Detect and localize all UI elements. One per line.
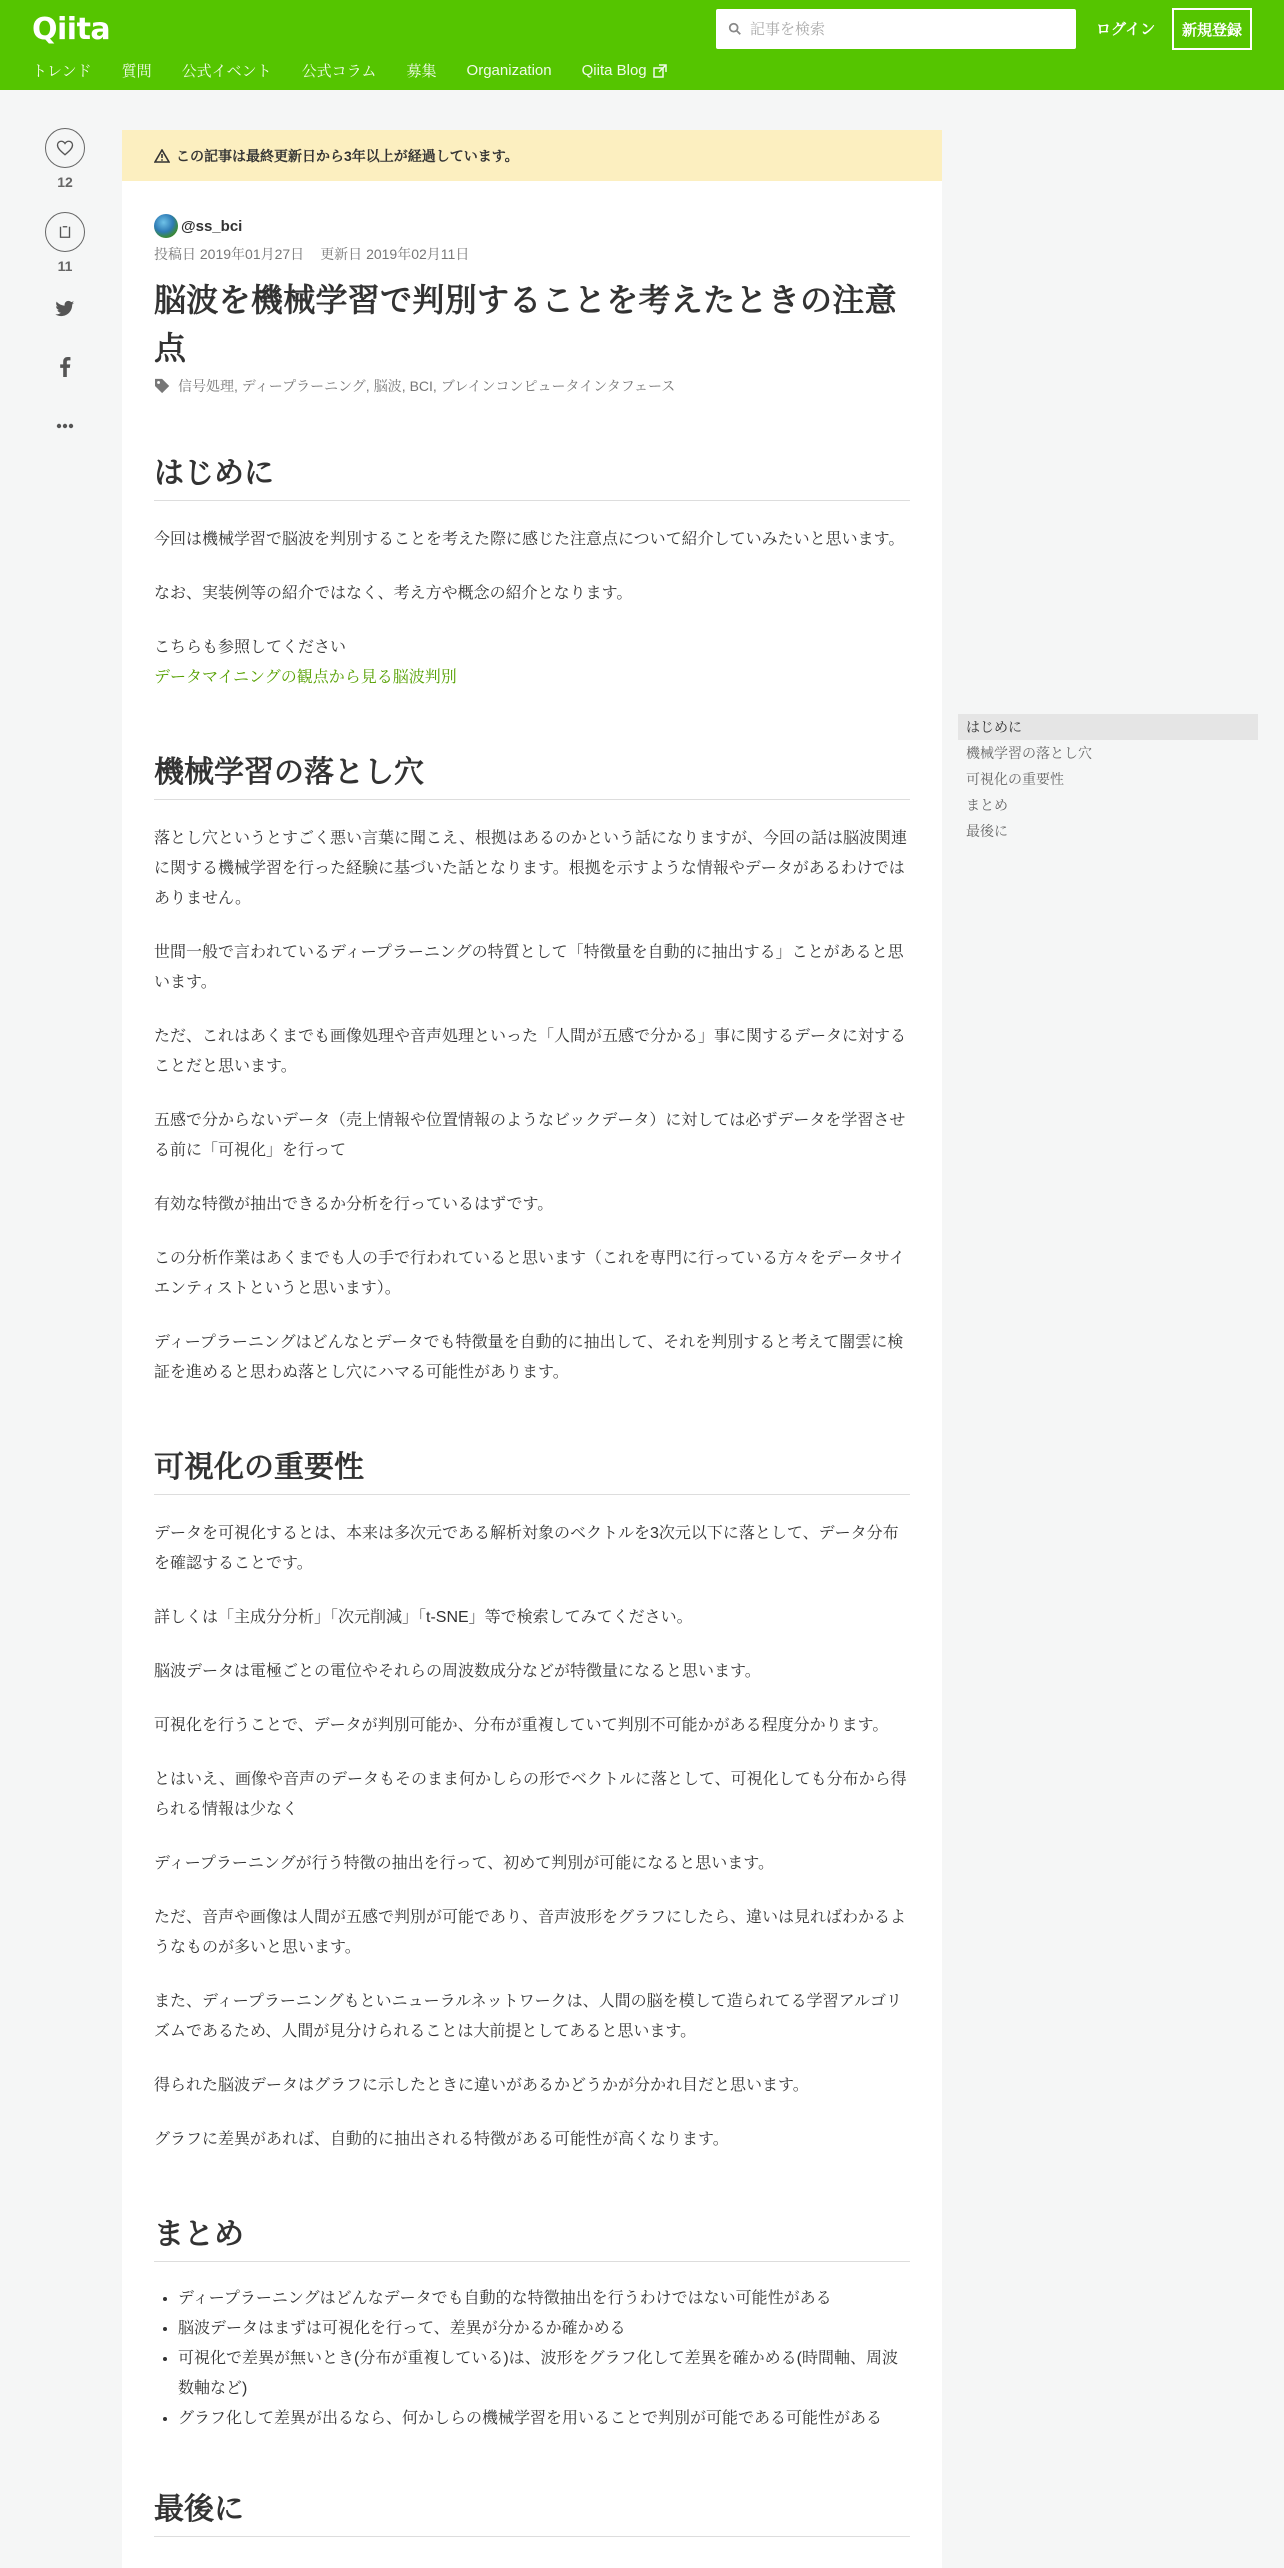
signup-button[interactable]: 新規登録 (1172, 8, 1252, 50)
paragraph-line: ありません。 (154, 890, 251, 907)
paragraph: ディープラーニングが行う特徴の抽出を行って、初めて判別が可能になると思います。 (154, 1855, 775, 1872)
warning-text: この記事は最終更新日から3年以上が経過しています。 (176, 147, 519, 164)
paragraph (154, 1765, 910, 1825)
paragraph: 詳しくは「主成分分析」「次元削減」「t-SNE」等で検索してみてください。 (154, 1609, 693, 1626)
paragraph-line: ただ、これはあくまでも画像処理や音声処理といった「人間が五感で分かる」事に関するデータに対する (154, 1028, 907, 1045)
nav-official-column[interactable]: 公式コラム (301, 63, 377, 80)
tag[interactable]: ディープラーニング (241, 378, 366, 394)
stock-icon (56, 223, 74, 241)
stock-button[interactable] (45, 212, 85, 252)
outdated-warning (122, 130, 942, 181)
paragraph (154, 1987, 910, 2047)
login-link[interactable]: ログイン (1096, 21, 1156, 38)
toc-item-summary[interactable]: まとめ (966, 797, 1008, 813)
list-item: • 脳波データはまずは可視化を行って、差異が分かるか確かめる (178, 2314, 910, 2344)
tag-separator: , (365, 378, 370, 394)
section-heading-pitfall: 機械学習の落とし穴 (154, 753, 910, 800)
search-box[interactable] (716, 9, 1076, 49)
article (122, 130, 942, 2568)
paragraph-line: ズムであるため、人間が見分けられることは大前提としてあると思います。 (154, 2023, 697, 2040)
tag-list (154, 376, 910, 396)
paragraph-line: 証を進めると思わぬ落とし穴にハマる可能性があります。 (154, 1364, 569, 1381)
paragraph: 有効な特徴が抽出できるか分析を行っているはずです。 (154, 1196, 554, 1213)
paragraph-line: を確認することです。 (154, 1555, 313, 1572)
list-item-line: 可視化で差異が無いとき(分布が重複している)は、波形をグラフ化して差異を確かめる(時間軸、周波 (178, 2350, 898, 2367)
tag-icon (154, 378, 172, 394)
nav-question[interactable]: 質問 (121, 63, 152, 80)
tag-separator: , (234, 378, 238, 394)
paragraph (154, 824, 910, 914)
toc-item-intro[interactable]: はじめに (958, 714, 1258, 740)
global-nav (32, 60, 697, 81)
summary-list (178, 2284, 910, 2434)
paragraph (154, 1022, 910, 1082)
toc-item-visualization[interactable]: 可視化の重要性 (966, 771, 1064, 787)
author-info (154, 214, 910, 238)
paragraph-line: うなものが多いと思います。 (154, 1939, 361, 1956)
toc-item-last[interactable]: 最後に (966, 823, 1008, 839)
post-dates (154, 244, 910, 264)
paragraph: 得られた脳波データはグラフに示したときに違いがあるかどうかが分かれ目だと思います。 (154, 2077, 809, 2094)
avatar[interactable] (154, 214, 178, 238)
paragraph: なお、実装例等の紹介ではなく、考え方や概念の紹介となります。 (154, 585, 633, 602)
paragraph (154, 1903, 910, 1963)
paragraph-line: ディープラーニングはどんなとデータでも特徴量を自動的に抽出して、それを判別すると考えて闇雲に検 (154, 1334, 904, 1351)
paragraph (154, 1106, 910, 1166)
paragraph (154, 1519, 910, 1579)
search-input[interactable] (750, 21, 1050, 38)
posted-date: 投稿日 2019年01月27日 (154, 246, 305, 262)
paragraph-line: ことだと思います。 (154, 1058, 297, 1075)
paragraph-line: られる情報は少なく (154, 1801, 299, 1818)
section-heading-last: 最後に (154, 2490, 910, 2537)
paragraph-line: います。 (154, 974, 217, 991)
nav-organization[interactable]: Organization (466, 62, 552, 79)
like-count: 12 (57, 174, 73, 190)
section-heading-intro: はじめに (154, 454, 910, 501)
paragraph-line: データを可視化するとは、本来は多次元である解析対象のベクトルを3次元以下に落として、データ分布 (154, 1525, 899, 1542)
list-item-line: 数軸など) (178, 2380, 248, 2397)
nav-qiita-blog[interactable] (582, 60, 667, 81)
reference-link[interactable]: データマイニングの観点から見る脳波判別 (154, 669, 457, 686)
paragraph-line: に関する機械学習を行った経験に基づいた話となります。根拠を示すような情報やデータがあるわけでは (154, 860, 905, 877)
updated-date: 更新日 2019年02月11日 (320, 246, 470, 262)
more-icon (56, 423, 74, 429)
article-title: 脳波を機械学習で判別することを考えたときの注意点 (154, 282, 897, 366)
author-name[interactable]: @ss_bci (181, 217, 243, 235)
table-of-contents (958, 714, 1258, 844)
section-heading-summary: まとめ (154, 2215, 910, 2262)
paragraph-line: ただ、音声や画像は人間が五感で判別が可能であり、音声波形をグラフにしたら、違いは見ればわかるよ (154, 1909, 907, 1926)
paragraph-line: エンティストというと思います）。 (154, 1280, 401, 1297)
paragraph-line: この分析作業はあくまでも人の手で行われていると思います（これを専門に行っている方々をデータサイ (154, 1250, 905, 1267)
toc-item-pitfall[interactable]: 機械学習の落とし穴 (966, 745, 1092, 761)
social-actions (43, 128, 87, 464)
nav-qiita-blog-label: Qiita Blog (581, 62, 647, 79)
paragraph-line: 五感で分からないデータ（売上情報や位置情報のようなビックデータ）に対しては必ずデータを学習させ (154, 1112, 906, 1129)
facebook-share-button[interactable] (59, 357, 71, 382)
tag[interactable]: 信号処理 (178, 378, 234, 394)
nav-recruit[interactable]: 募集 (406, 63, 437, 80)
list-item: • ディープラーニングはどんなデータでも自動的な特徴抽出を行うわけではない可能性がある (178, 2284, 910, 2314)
global-header (0, 0, 1284, 90)
paragraph-line: また、ディープラーニングもといニューラルネットワークは、人間の脳を模して造られてる学習アルゴリ (154, 1993, 903, 2010)
external-link-icon (653, 64, 667, 78)
paragraph: グラフに差異があれば、自動的に抽出される特徴がある可能性が高くなります。 (154, 2131, 729, 2148)
warning-icon (154, 149, 170, 163)
more-button[interactable] (56, 416, 74, 434)
search-icon (728, 22, 742, 36)
stock-count: 11 (57, 258, 73, 274)
heart-icon (56, 139, 74, 157)
paragraph: 脳波データは電極ごとの電位やそれらの周波数成分などが特徴量になると思います。 (154, 1663, 761, 1680)
nav-trend[interactable]: トレンド (32, 63, 92, 80)
tag[interactable]: ブレインコンピュータインタフェース (440, 378, 676, 394)
tag[interactable]: BCI (409, 378, 433, 394)
facebook-icon (59, 357, 71, 377)
paragraph-line: る前に「可視化」を行って (154, 1142, 347, 1159)
qiita-logo[interactable]: Qiita (32, 12, 111, 47)
tag-separator: , (432, 378, 437, 394)
paragraph (154, 1244, 910, 1304)
paragraph: 可視化を行うことで、データが判別可能か、分布が重複していて判別不可能かがある程度分かります。 (154, 1717, 889, 1734)
like-button[interactable] (45, 128, 85, 168)
list-item: • グラフ化して差異が出るなら、何かしらの機械学習を用いることで判別が可能である可能性がある (178, 2404, 910, 2434)
paragraph-line: 世間一般で言われているディープラーニングの特質として「特徴量を自動的に抽出する」ことがあると思 (154, 944, 904, 961)
twitter-icon (55, 300, 75, 318)
paragraph: こちらも参照してください (154, 639, 347, 656)
paragraph-line: とはいえ、画像や音声のデータもそのまま何かしらの形でベクトルに落として、可視化しても分布から得 (154, 1771, 907, 1788)
paragraph (154, 1328, 910, 1388)
paragraph (154, 938, 910, 998)
list-item (178, 2344, 910, 2404)
twitter-share-button[interactable] (55, 300, 75, 323)
tag[interactable]: 脳波 (373, 378, 402, 394)
paragraph-line: 落とし穴というとすごく悪い言葉に聞こえ、根拠はあるのかという話になりますが、今回の話は脳波関連 (154, 830, 907, 847)
tag-separator: , (401, 378, 406, 394)
paragraph: 今回は機械学習で脳波を判別することを考えた際に感じた注意点について紹介していみたいと思います。 (154, 531, 905, 548)
nav-official-event[interactable]: 公式イベント (181, 63, 272, 80)
section-heading-visualization: 可視化の重要性 (154, 1448, 910, 1495)
